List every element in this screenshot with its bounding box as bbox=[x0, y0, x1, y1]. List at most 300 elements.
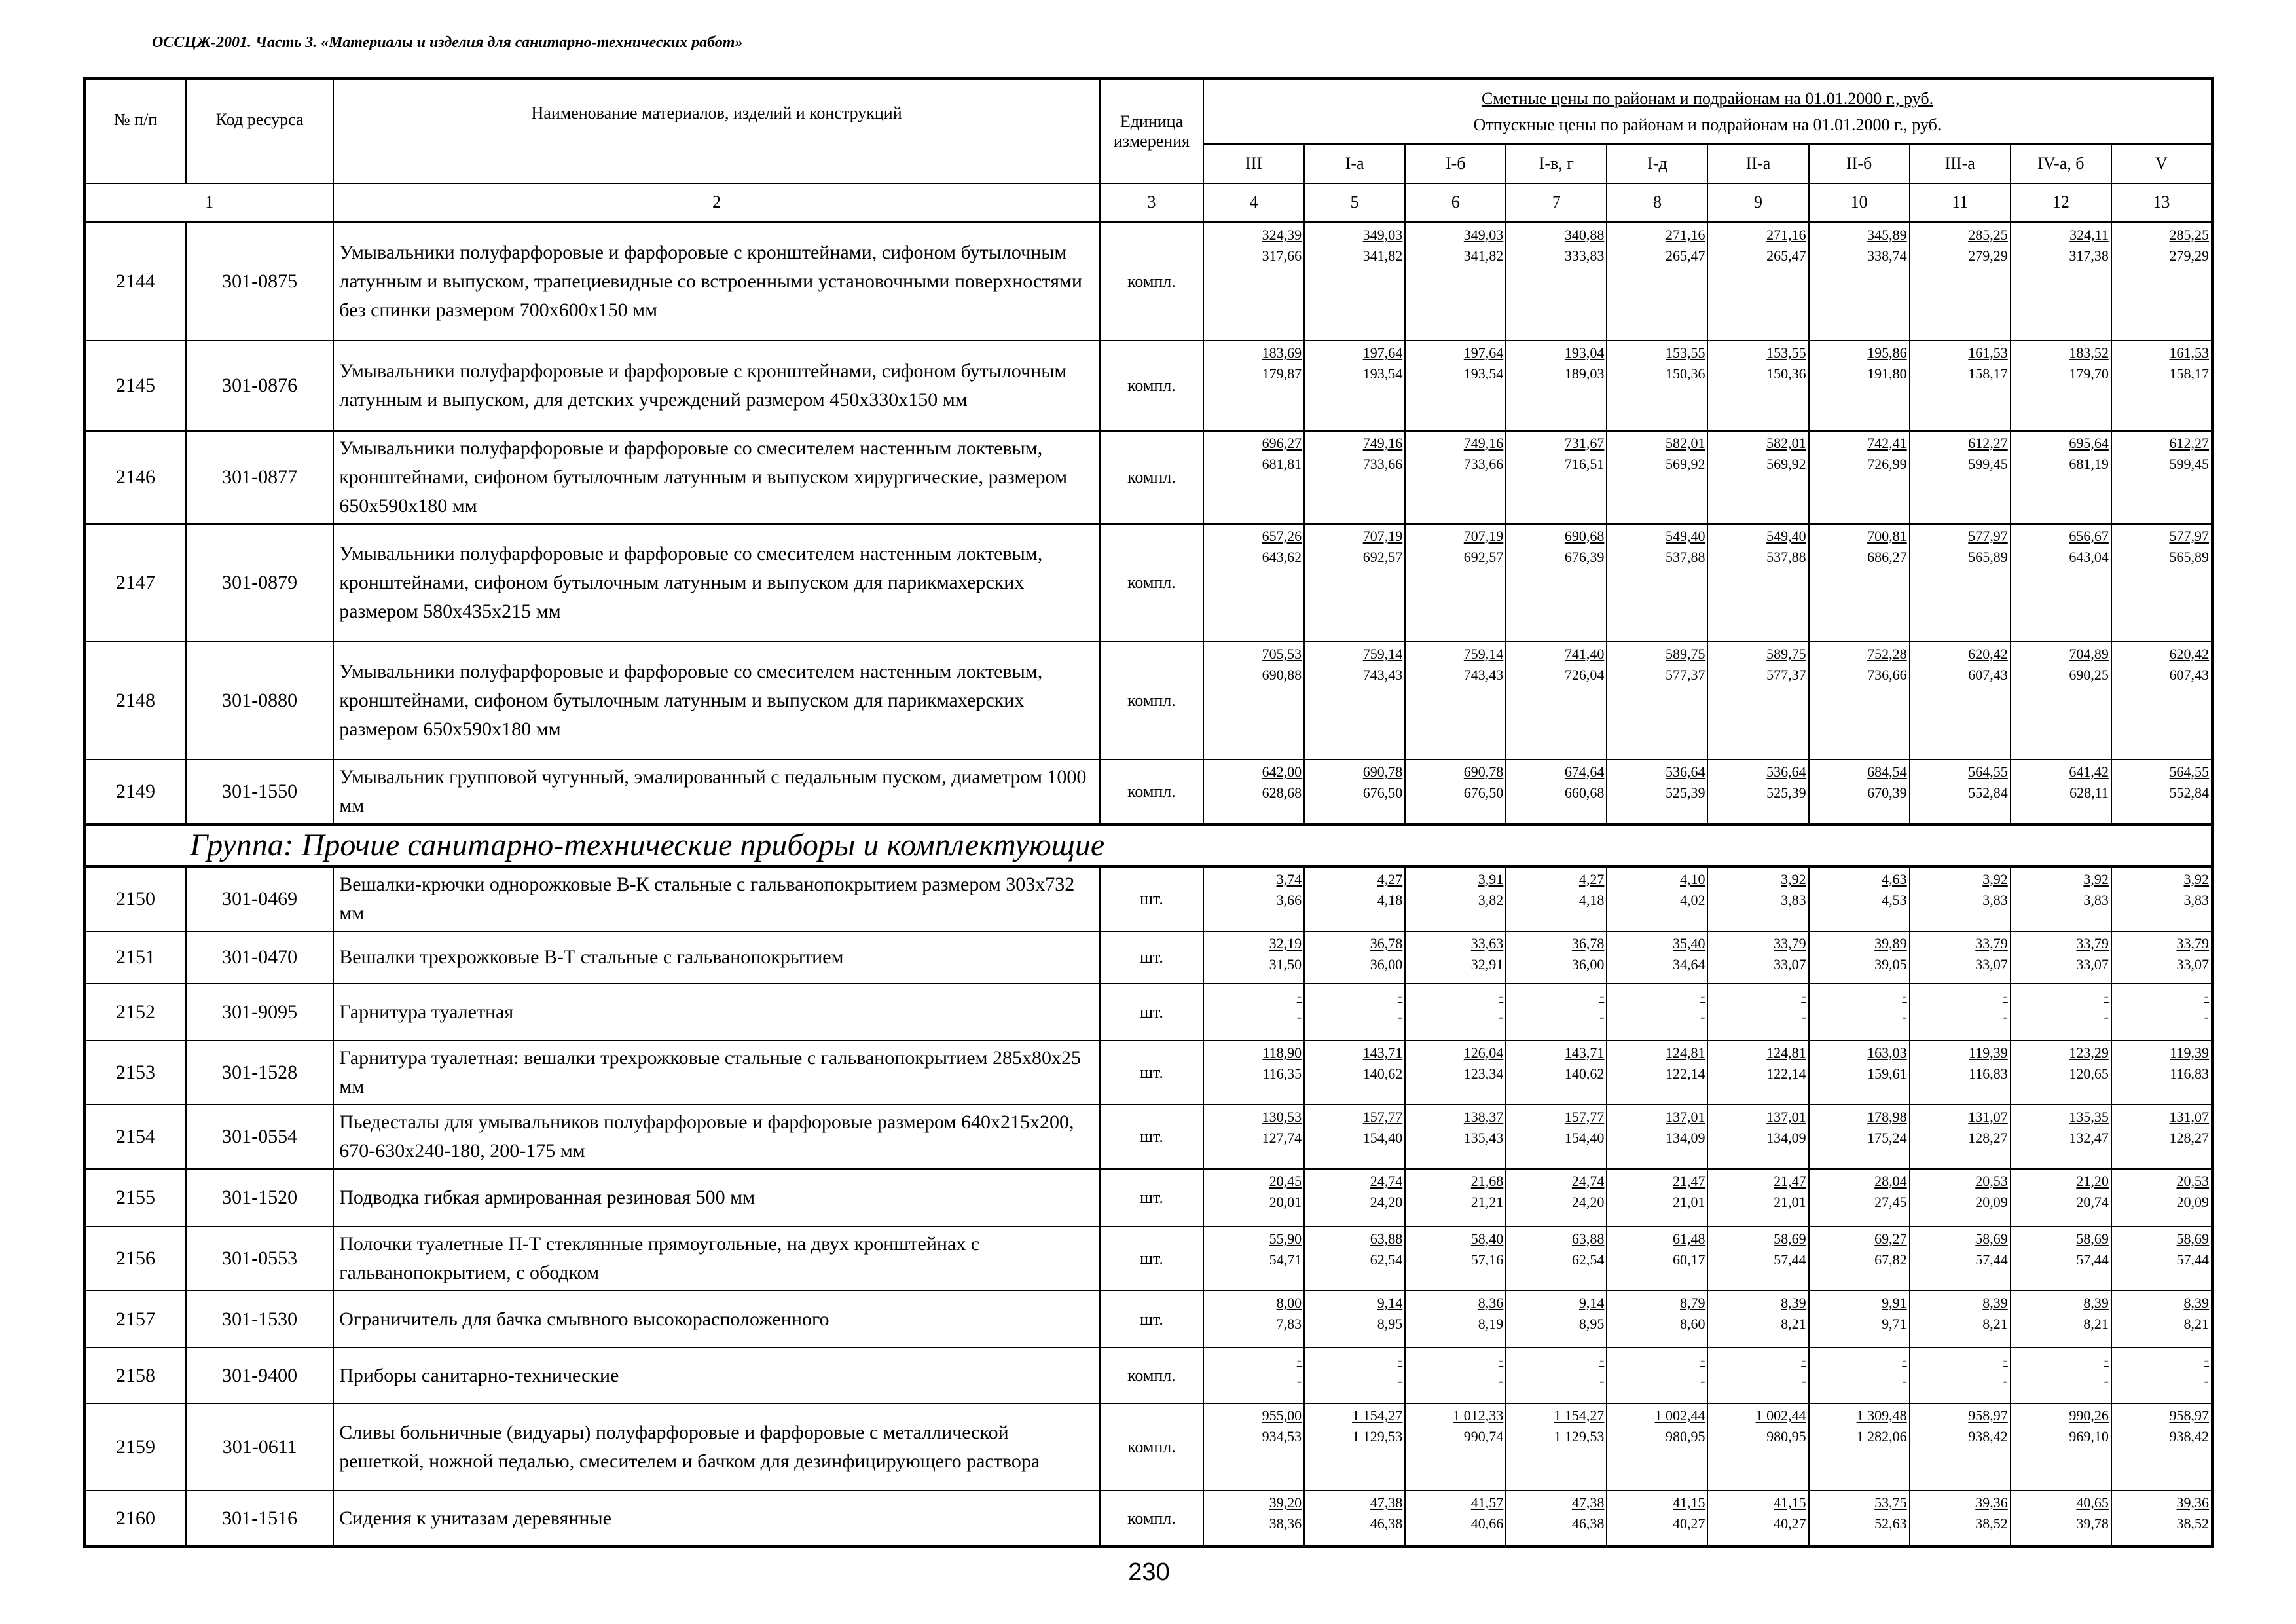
header-num: № п/п bbox=[84, 79, 186, 183]
estimate-price: 707,19 bbox=[1362, 528, 1403, 544]
release-price: - bbox=[2204, 1373, 2209, 1389]
estimate-price: 36,78 bbox=[1571, 935, 1605, 951]
release-price: 120,65 bbox=[2069, 1065, 2109, 1082]
release-price: 8,60 bbox=[1679, 1316, 1705, 1332]
price-cell bbox=[1707, 642, 1808, 760]
release-price: 134,09 bbox=[1766, 1130, 1806, 1146]
price-cell bbox=[1304, 1041, 1405, 1105]
release-price: 57,44 bbox=[2176, 1251, 2209, 1268]
release-price: 21,21 bbox=[1470, 1194, 1504, 1210]
release-price: - bbox=[1296, 1373, 1302, 1389]
unit-of-measure: компл. bbox=[1100, 1403, 1203, 1490]
estimate-price: 8,39 bbox=[1982, 1295, 2008, 1311]
estimate-price: 589,75 bbox=[1766, 646, 1806, 662]
release-price: 33,07 bbox=[2176, 956, 2209, 972]
estimate-price: 340,88 bbox=[1564, 227, 1605, 243]
price-cell bbox=[1910, 1291, 2011, 1348]
estimate-price: 564,55 bbox=[2169, 764, 2209, 780]
release-price: 154,40 bbox=[1362, 1130, 1403, 1146]
table-header bbox=[84, 79, 2212, 222]
price-cell bbox=[1304, 222, 1405, 341]
price-cell bbox=[1910, 341, 2011, 431]
price-cell bbox=[1809, 1490, 1910, 1547]
price-cell bbox=[1304, 760, 1405, 824]
price-cell bbox=[1304, 1490, 1405, 1547]
estimate-price: 1 154,27 bbox=[1554, 1407, 1605, 1424]
row-number: 2154 bbox=[84, 1105, 186, 1169]
price-cell bbox=[2111, 1348, 2212, 1403]
release-price: 20,09 bbox=[1975, 1194, 2008, 1210]
release-price: 743,43 bbox=[1362, 667, 1403, 683]
estimate-price: 20,53 bbox=[2176, 1173, 2209, 1189]
release-price: 21,01 bbox=[1672, 1194, 1705, 1210]
release-price: 122,14 bbox=[1665, 1065, 1705, 1082]
release-price: - bbox=[1498, 1373, 1504, 1389]
column-number: 3 bbox=[1100, 183, 1203, 222]
resource-code: 301-1530 bbox=[186, 1291, 333, 1348]
release-price: 150,36 bbox=[1665, 365, 1705, 382]
table-row bbox=[84, 222, 2212, 341]
release-price: 643,62 bbox=[1262, 549, 1302, 565]
estimate-price: 69,27 bbox=[1874, 1230, 1907, 1247]
price-cell bbox=[1506, 1105, 1607, 1169]
release-price: 660,68 bbox=[1564, 784, 1605, 801]
estimate-price: 161,53 bbox=[2169, 344, 2209, 361]
estimate-price: 183,52 bbox=[2069, 344, 2109, 361]
release-price: 686,27 bbox=[1867, 549, 1907, 565]
price-cell bbox=[2011, 1227, 2111, 1291]
release-price: 122,14 bbox=[1766, 1065, 1806, 1082]
estimate-price: 612,27 bbox=[1968, 435, 2008, 451]
estimate-price: 61,48 bbox=[1672, 1230, 1705, 1247]
resource-code: 301-0875 bbox=[186, 222, 333, 341]
release-price: - bbox=[1801, 1008, 1806, 1025]
estimate-price: - bbox=[1801, 987, 1806, 1004]
estimate-price: 4,10 bbox=[1679, 871, 1705, 887]
region-header: I-д bbox=[1607, 144, 1707, 183]
release-price: 193,54 bbox=[1463, 365, 1504, 382]
header-name: Наименование материалов, изделий и конструкций bbox=[333, 79, 1100, 183]
release-price: 938,42 bbox=[1968, 1428, 2008, 1445]
estimate-price: 33,79 bbox=[2076, 935, 2109, 951]
row-number: 2159 bbox=[84, 1403, 186, 1490]
release-price: 537,88 bbox=[1665, 549, 1705, 565]
price-cell bbox=[2111, 1403, 2212, 1490]
release-price: 4,18 bbox=[1578, 892, 1605, 908]
price-cell bbox=[1607, 1490, 1707, 1547]
release-price: 628,68 bbox=[1262, 784, 1302, 801]
release-price: 159,61 bbox=[1867, 1065, 1907, 1082]
estimate-price: 41,15 bbox=[1672, 1494, 1705, 1511]
resource-code: 301-0554 bbox=[186, 1105, 333, 1169]
column-number: 2 bbox=[333, 183, 1100, 222]
release-price: 676,50 bbox=[1463, 784, 1504, 801]
release-price: 733,66 bbox=[1463, 456, 1504, 472]
release-price: 577,37 bbox=[1766, 667, 1806, 683]
material-name: Умывальники полуфарфоровые и фарфоровые с кронштейнами, сифоном бутылочным латунным и выпуском, для детских учреждений размером 450х330х150 мм bbox=[333, 341, 1100, 431]
release-price: 265,47 bbox=[1766, 248, 1806, 264]
row-number: 2151 bbox=[84, 931, 186, 984]
price-cell bbox=[1910, 1403, 2011, 1490]
price-cell bbox=[1304, 984, 1405, 1041]
estimate-price: 3,74 bbox=[1276, 871, 1302, 887]
estimate-price: 58,69 bbox=[1975, 1230, 2008, 1247]
price-cell bbox=[1707, 1169, 1808, 1227]
price-cell bbox=[1607, 1169, 1707, 1227]
price-cell bbox=[1203, 222, 1304, 341]
release-price: 938,42 bbox=[2169, 1428, 2209, 1445]
release-price: 8,21 bbox=[2183, 1316, 2209, 1332]
price-cell bbox=[1203, 1227, 1304, 1291]
release-price: 8,21 bbox=[1982, 1316, 2008, 1332]
estimate-price: 21,47 bbox=[1774, 1173, 1806, 1189]
column-number: 13 bbox=[2111, 183, 2212, 222]
estimate-price: 9,14 bbox=[1377, 1295, 1403, 1311]
price-cell bbox=[1707, 1105, 1808, 1169]
estimate-price: 40,65 bbox=[2076, 1494, 2109, 1511]
table-row bbox=[84, 1490, 2212, 1547]
estimate-price: 620,42 bbox=[1968, 646, 2008, 662]
column-number: 9 bbox=[1707, 183, 1808, 222]
material-name: Умывальники полуфарфоровые и фарфоровые со смесителем настенным локтевым, кронштейнами, сифоном бутылочным латунным и выпуском хирургические, размером 650х590х180 мм bbox=[333, 431, 1100, 524]
price-cell bbox=[1203, 984, 1304, 1041]
resource-code: 301-1550 bbox=[186, 760, 333, 824]
price-cell bbox=[2111, 1041, 2212, 1105]
estimate-price: 58,69 bbox=[1774, 1230, 1806, 1247]
price-cell bbox=[1405, 431, 1506, 524]
estimate-price: - bbox=[2204, 1352, 2209, 1368]
resource-code: 301-1516 bbox=[186, 1490, 333, 1547]
release-price: - bbox=[1902, 1373, 1907, 1389]
release-price: 3,83 bbox=[2083, 892, 2109, 908]
estimate-price: 183,69 bbox=[1262, 344, 1302, 361]
region-header: I-б bbox=[1405, 144, 1506, 183]
estimate-price: 8,36 bbox=[1478, 1295, 1504, 1311]
material-name: Гарнитура туалетная bbox=[333, 984, 1100, 1041]
release-price: 317,66 bbox=[1262, 248, 1302, 264]
estimate-price: 33,79 bbox=[1774, 935, 1806, 951]
estimate-price: 131,07 bbox=[1968, 1109, 2008, 1125]
release-price: 692,57 bbox=[1463, 549, 1504, 565]
price-cell bbox=[1405, 341, 1506, 431]
estimate-price: - bbox=[2204, 987, 2209, 1004]
unit-of-measure: шт. bbox=[1100, 984, 1203, 1041]
price-cell bbox=[1707, 1348, 1808, 1403]
price-cell bbox=[2011, 1490, 2111, 1547]
release-price: 577,37 bbox=[1665, 667, 1705, 683]
price-cell bbox=[1405, 1227, 1506, 1291]
estimate-price: 271,16 bbox=[1766, 227, 1806, 243]
region-header: IV-а, б bbox=[2011, 144, 2111, 183]
estimate-price: 8,79 bbox=[1679, 1295, 1705, 1311]
release-price: 676,50 bbox=[1362, 784, 1403, 801]
price-cell bbox=[1203, 866, 1304, 931]
release-price: - bbox=[2003, 1008, 2008, 1025]
estimate-price: - bbox=[2003, 987, 2008, 1004]
release-price: 57,44 bbox=[1774, 1251, 1806, 1268]
row-number: 2145 bbox=[84, 341, 186, 431]
release-price: 24,20 bbox=[1370, 1194, 1403, 1210]
release-price: 3,83 bbox=[2183, 892, 2209, 908]
release-price: 569,92 bbox=[1665, 456, 1705, 472]
estimate-price: - bbox=[2104, 1352, 2109, 1368]
price-cell bbox=[1809, 222, 1910, 341]
estimate-price: 1 002,44 bbox=[1755, 1407, 1806, 1424]
price-cell bbox=[1707, 1490, 1808, 1547]
estimate-price: 153,55 bbox=[1665, 344, 1705, 361]
release-price: 140,62 bbox=[1362, 1065, 1403, 1082]
release-price: 67,82 bbox=[1874, 1251, 1907, 1268]
group-title: Группа: Прочие санитарно-технические приборы и комплектующие bbox=[186, 824, 2212, 866]
estimate-price: 33,79 bbox=[1975, 935, 2008, 951]
row-number: 2152 bbox=[84, 984, 186, 1041]
price-cell bbox=[1405, 760, 1506, 824]
estimate-price: 39,89 bbox=[1874, 935, 1907, 951]
unit-of-measure: компл. bbox=[1100, 431, 1203, 524]
estimate-price: - bbox=[1902, 1352, 1907, 1368]
price-cell bbox=[1910, 931, 2011, 984]
price-cell bbox=[2111, 1291, 2212, 1348]
release-price: 628,11 bbox=[2069, 784, 2109, 801]
estimate-price: 582,01 bbox=[1665, 435, 1705, 451]
release-price: 116,83 bbox=[1969, 1065, 2008, 1082]
region-header: III-а bbox=[1910, 144, 2011, 183]
price-cell bbox=[1910, 1041, 2011, 1105]
price-cell bbox=[2111, 222, 2212, 341]
release-price: 193,54 bbox=[1362, 365, 1403, 382]
column-number: 10 bbox=[1809, 183, 1910, 222]
price-cell bbox=[1607, 431, 1707, 524]
price-cell bbox=[2011, 931, 2111, 984]
estimate-price: 3,91 bbox=[1478, 871, 1504, 887]
release-price: 57,16 bbox=[1470, 1251, 1504, 1268]
release-price: 279,29 bbox=[1968, 248, 2008, 264]
estimate-price: 349,03 bbox=[1463, 227, 1504, 243]
price-cell bbox=[1607, 866, 1707, 931]
estimate-price: 8,39 bbox=[2183, 1295, 2209, 1311]
estimate-price: 657,26 bbox=[1262, 528, 1302, 544]
estimate-price: 704,89 bbox=[2069, 646, 2109, 662]
estimate-price: 285,25 bbox=[2169, 227, 2209, 243]
row-number: 2156 bbox=[84, 1227, 186, 1291]
price-cell bbox=[1707, 1403, 1808, 1490]
estimate-price: 178,98 bbox=[1867, 1109, 1907, 1125]
table-row bbox=[84, 866, 2212, 931]
estimate-price: 161,53 bbox=[1968, 344, 2008, 361]
price-cell bbox=[1506, 524, 1607, 642]
price-cell bbox=[1203, 1490, 1304, 1547]
estimate-price: 324,11 bbox=[2069, 227, 2109, 243]
estimate-price: - bbox=[2003, 1352, 2008, 1368]
region-header: III bbox=[1203, 144, 1304, 183]
release-price: 60,17 bbox=[1672, 1251, 1705, 1268]
estimate-price: 700,81 bbox=[1867, 528, 1907, 544]
estimate-price: 24,74 bbox=[1370, 1173, 1403, 1189]
estimate-price: 137,01 bbox=[1766, 1109, 1806, 1125]
unit-of-measure: компл. bbox=[1100, 760, 1203, 824]
price-cell bbox=[1809, 1348, 1910, 1403]
unit-of-measure: компл. bbox=[1100, 222, 1203, 341]
estimate-price: 8,39 bbox=[1781, 1295, 1806, 1311]
row-number: 2147 bbox=[84, 524, 186, 642]
release-price: 40,27 bbox=[1672, 1515, 1705, 1532]
price-cell bbox=[1405, 222, 1506, 341]
price-cell bbox=[1607, 760, 1707, 824]
estimate-price: 195,86 bbox=[1867, 344, 1907, 361]
estimate-price: 3,92 bbox=[2083, 871, 2109, 887]
release-price: 8,21 bbox=[1781, 1316, 1806, 1332]
price-cell bbox=[1506, 1041, 1607, 1105]
estimate-price: 324,39 bbox=[1262, 227, 1302, 243]
estimate-price: 690,78 bbox=[1362, 764, 1403, 780]
release-price: 140,62 bbox=[1564, 1065, 1605, 1082]
table-row bbox=[84, 1403, 2212, 1490]
release-price: 20,09 bbox=[2176, 1194, 2209, 1210]
estimate-price: 138,37 bbox=[1463, 1109, 1504, 1125]
release-price: 7,83 bbox=[1276, 1316, 1302, 1332]
price-cell bbox=[2111, 524, 2212, 642]
price-cell bbox=[1809, 1169, 1910, 1227]
price-cell bbox=[2011, 524, 2111, 642]
release-price: 4,18 bbox=[1377, 892, 1403, 908]
release-price: 569,92 bbox=[1766, 456, 1806, 472]
column-number: 6 bbox=[1405, 183, 1506, 222]
price-cell bbox=[1707, 931, 1808, 984]
estimate-price: 39,36 bbox=[2176, 1494, 2209, 1511]
price-cell bbox=[1203, 931, 1304, 984]
estimate-price: 119,39 bbox=[2170, 1044, 2209, 1061]
release-price: 24,20 bbox=[1571, 1194, 1605, 1210]
release-price: - bbox=[1498, 1008, 1504, 1025]
row-number: 2148 bbox=[84, 642, 186, 760]
release-price: 191,80 bbox=[1867, 365, 1907, 382]
estimate-price: 589,75 bbox=[1665, 646, 1705, 662]
estimate-price: - bbox=[1801, 1352, 1806, 1368]
unit-of-measure: компл. bbox=[1100, 524, 1203, 642]
price-cell bbox=[2111, 866, 2212, 931]
price-title-release: Отпускные цены по районам и подрайонам на 01.01.2000 г., руб. bbox=[1473, 115, 1942, 134]
estimate-price: 690,78 bbox=[1463, 764, 1504, 780]
table-row bbox=[84, 984, 2212, 1041]
release-price: 676,39 bbox=[1564, 549, 1605, 565]
release-price: 338,74 bbox=[1867, 248, 1907, 264]
release-price: - bbox=[2003, 1373, 2008, 1389]
release-price: 670,39 bbox=[1867, 784, 1907, 801]
price-cell bbox=[2011, 1105, 2111, 1169]
release-price: 743,43 bbox=[1463, 667, 1504, 683]
price-cell bbox=[2111, 1105, 2212, 1169]
estimate-price: 124,81 bbox=[1665, 1044, 1705, 1061]
release-price: 154,40 bbox=[1564, 1130, 1605, 1146]
price-table bbox=[83, 77, 2214, 1548]
unit-of-measure: шт. bbox=[1100, 1227, 1203, 1291]
price-title-estimate: Сметные цены по районам и подрайонам на 01.01.2000 г., руб. bbox=[1481, 88, 1934, 108]
release-price: 134,09 bbox=[1665, 1130, 1705, 1146]
price-cell bbox=[1707, 1041, 1808, 1105]
estimate-price: 564,55 bbox=[1968, 764, 2008, 780]
release-price: 565,89 bbox=[1968, 549, 2008, 565]
material-name: Приборы санитарно-технические bbox=[333, 1348, 1100, 1403]
price-cell bbox=[1607, 1227, 1707, 1291]
release-price: 552,84 bbox=[2169, 784, 2209, 801]
unit-of-measure: шт. bbox=[1100, 1169, 1203, 1227]
release-price: 4,02 bbox=[1679, 892, 1705, 908]
release-price: 189,03 bbox=[1564, 365, 1605, 382]
price-cell bbox=[1910, 1348, 2011, 1403]
price-cell bbox=[1405, 984, 1506, 1041]
release-price: 38,52 bbox=[2176, 1515, 2209, 1532]
price-cell bbox=[1607, 341, 1707, 431]
estimate-price: 958,97 bbox=[1968, 1407, 2008, 1424]
estimate-price: 157,77 bbox=[1564, 1109, 1605, 1125]
header-unit: Единица измерения bbox=[1100, 79, 1203, 183]
price-cell bbox=[1506, 431, 1607, 524]
release-price: 132,47 bbox=[2069, 1130, 2109, 1146]
table-row bbox=[84, 1348, 2212, 1403]
estimate-price: 21,20 bbox=[2076, 1173, 2109, 1189]
release-price: 3,83 bbox=[1982, 892, 2008, 908]
estimate-price: - bbox=[1296, 987, 1302, 1004]
estimate-price: 577,97 bbox=[1968, 528, 2008, 544]
price-cell bbox=[2111, 931, 2212, 984]
row-number: 2146 bbox=[84, 431, 186, 524]
release-price: 690,88 bbox=[1262, 667, 1302, 683]
estimate-price: 3,92 bbox=[1781, 871, 1806, 887]
estimate-price: 759,14 bbox=[1463, 646, 1504, 662]
table-row bbox=[84, 1227, 2212, 1291]
column-number: 8 bbox=[1607, 183, 1707, 222]
resource-code: 301-0469 bbox=[186, 866, 333, 931]
resource-code: 301-0880 bbox=[186, 642, 333, 760]
unit-of-measure: шт. bbox=[1100, 1041, 1203, 1105]
price-cell bbox=[2011, 642, 2111, 760]
release-price: 692,57 bbox=[1362, 549, 1403, 565]
estimate-price: 9,14 bbox=[1578, 1295, 1605, 1311]
price-cell bbox=[1809, 431, 1910, 524]
price-cell bbox=[1707, 222, 1808, 341]
price-cell bbox=[1203, 760, 1304, 824]
price-cell bbox=[1304, 1291, 1405, 1348]
price-cell bbox=[1203, 524, 1304, 642]
page-number: 230 bbox=[1128, 1559, 1170, 1586]
estimate-price: 752,28 bbox=[1867, 646, 1907, 662]
release-price: 52,63 bbox=[1874, 1515, 1907, 1532]
price-cell bbox=[1910, 1227, 2011, 1291]
release-price: - bbox=[1599, 1008, 1605, 1025]
price-cell bbox=[2011, 760, 2111, 824]
price-cell bbox=[1405, 1291, 1506, 1348]
material-name: Умывальник групповой чугунный, эмалированный с педальным пуском, диаметром 1000 мм bbox=[333, 760, 1100, 824]
estimate-price: 684,54 bbox=[1867, 764, 1907, 780]
release-price: 127,74 bbox=[1262, 1130, 1302, 1146]
release-price: 643,04 bbox=[2069, 549, 2109, 565]
price-cell bbox=[1304, 341, 1405, 431]
price-cell bbox=[1405, 1490, 1506, 1547]
price-cell bbox=[1707, 524, 1808, 642]
price-cell bbox=[1707, 431, 1808, 524]
resource-code: 301-1520 bbox=[186, 1169, 333, 1227]
release-price: 46,38 bbox=[1370, 1515, 1403, 1532]
material-name: Сливы больничные (видуары) полуфарфоровые и фарфоровые с металлической решеткой, ножной педалью, смесителем и бачком для дезинфицирующего раствора bbox=[333, 1403, 1100, 1490]
material-name: Вешалки-крючки однорожковые В-К стальные с гальванопокрытием размером 303х732 мм bbox=[333, 866, 1100, 931]
estimate-price: - bbox=[1700, 1352, 1705, 1368]
release-price: 33,07 bbox=[2076, 956, 2109, 972]
column-number: 12 bbox=[2011, 183, 2111, 222]
estimate-price: 28,04 bbox=[1874, 1173, 1907, 1189]
release-price: 525,39 bbox=[1665, 784, 1705, 801]
estimate-price: 749,16 bbox=[1463, 435, 1504, 451]
table-row bbox=[84, 524, 2212, 642]
